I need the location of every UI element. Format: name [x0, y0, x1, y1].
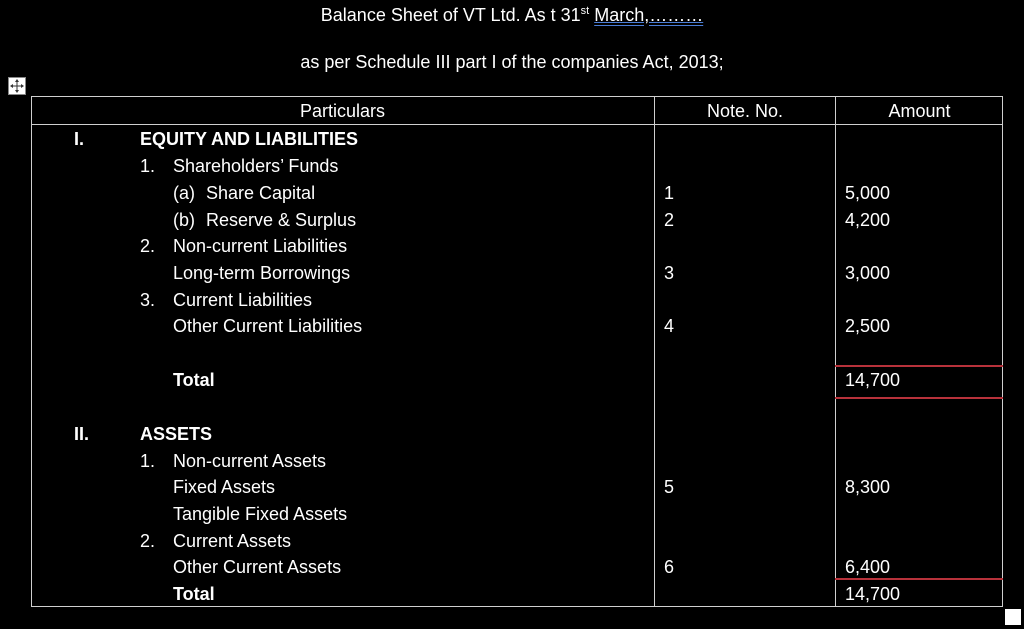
total-rule-top [835, 365, 1003, 367]
item-number: 1. [140, 156, 156, 176]
total-rule-bottom [835, 397, 1003, 399]
note-number: 3 [664, 263, 675, 283]
item-number: 1. [140, 451, 156, 471]
total-amount: 14,700 [845, 370, 901, 390]
sub-item-label: Other Current Assets [173, 557, 342, 577]
note-number: 6 [664, 557, 675, 577]
amount-value: 5,000 [845, 183, 891, 203]
title-superscript: st [580, 5, 590, 17]
item-label: Shareholders’ Funds [173, 156, 339, 176]
section-numeral: II. [74, 424, 90, 444]
sub-item-label: Long-term Borrowings [173, 263, 351, 283]
item-label: Current Liabilities [173, 290, 313, 310]
column-divider-amount [835, 96, 836, 607]
sub-item-label: Tangible Fixed Assets [173, 504, 348, 524]
note-number: 1 [664, 183, 675, 203]
amount-value: 6,400 [845, 557, 891, 577]
sub-item-prefix: (b) [173, 210, 195, 230]
document-subtitle: as per Schedule III part I of the companies Act, 2013; [300, 52, 724, 72]
amount-value: 8,300 [845, 477, 891, 497]
document-title [0, 3, 1024, 27]
section-numeral: I. [74, 129, 85, 149]
total-label: Total [173, 370, 215, 390]
note-number: 5 [664, 477, 675, 497]
table-resize-handle[interactable] [1005, 609, 1021, 625]
total-amount: 14,700 [845, 584, 901, 604]
item-number: 2. [140, 236, 156, 256]
sub-item-label: Fixed Assets [173, 477, 276, 497]
sub-item-label: Other Current Liabilities [173, 316, 363, 336]
header-note-no: Note. No. [706, 101, 784, 121]
header-divider [31, 124, 1003, 125]
item-label: Current Assets [173, 531, 292, 551]
table-move-handle[interactable] [8, 77, 26, 95]
sub-item-prefix: (a) [173, 183, 195, 203]
total-label: Total [173, 584, 215, 604]
sub-item-label: Share Capital [206, 183, 316, 203]
amount-value: 3,000 [845, 263, 891, 283]
amount-value: 2,500 [845, 316, 891, 336]
header-amount: Amount [888, 101, 951, 121]
header-particulars: Particulars [299, 101, 386, 121]
item-label: Non-current Liabilities [173, 236, 348, 256]
section-heading: EQUITY AND LIABILITIES [140, 129, 359, 149]
sub-item-label: Reserve & Surplus [206, 210, 357, 230]
item-number: 2. [140, 531, 156, 551]
title-suffix: March,……… [594, 5, 704, 25]
move-arrows-icon [9, 78, 25, 94]
title-prefix: Balance Sheet of VT Ltd. As t 31 [320, 5, 581, 25]
item-number: 3. [140, 290, 156, 310]
note-number: 2 [664, 210, 675, 230]
column-divider-note [654, 96, 655, 607]
note-number: 4 [664, 316, 675, 336]
item-label: Non-current Assets [173, 451, 327, 471]
section-heading: ASSETS [140, 424, 213, 444]
amount-value: 4,200 [845, 210, 891, 230]
